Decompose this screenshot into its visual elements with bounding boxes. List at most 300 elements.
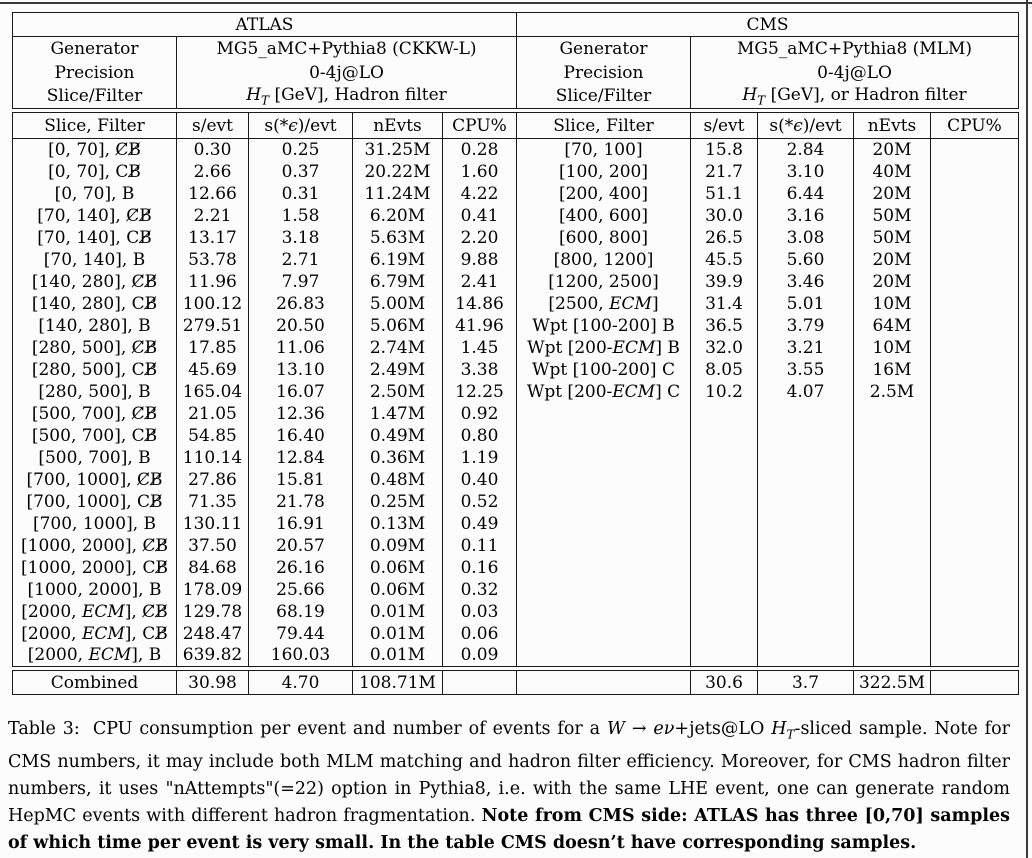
table-cell: 51.1: [691, 183, 758, 205]
cms-slicefilter-value: $H_T$ [GeV], or Hadron filter: [691, 85, 1019, 109]
table-cell: 13.10: [249, 359, 353, 381]
table-cell: [500, 700], CB̸: [31, 425, 158, 446]
table-row: [13, 183, 1019, 205]
table-cell: 16.07: [249, 381, 353, 403]
table-cell: [931, 623, 1019, 645]
table-cell: 0.01M: [353, 601, 443, 623]
table-cell: 0.36M: [353, 447, 443, 469]
table-cell: [758, 491, 854, 513]
table-cell: [931, 205, 1019, 227]
caption-label: Table 3:: [8, 719, 80, 739]
table-cell: 2.84: [758, 139, 854, 161]
table-cell: 6.19M: [353, 249, 443, 271]
table-cell: [1200, 2500]: [517, 271, 691, 293]
table-cell: 40M: [854, 161, 931, 183]
table-row: [13, 161, 1019, 183]
table-cell: 0.01M: [353, 623, 443, 645]
table-cell: Wpt [100-200] C: [517, 359, 691, 381]
table-cell: 25.66: [249, 579, 353, 601]
table-cell: 53.78: [177, 249, 249, 271]
table-cell: 20M: [854, 183, 931, 205]
table-cell: 21.05: [177, 403, 249, 425]
table-cell: 39.9: [691, 271, 758, 293]
table-cell: 13.17: [177, 227, 249, 249]
table-row: [13, 139, 1019, 161]
atlas-col-nevts: nEvts: [353, 113, 443, 139]
table-cell: [70, 140], CB̸: [37, 227, 152, 248]
table-cell: [854, 469, 931, 491]
table-cell: 20M: [854, 139, 931, 161]
table-cell: [758, 425, 854, 447]
table-cell: [2000, ECM], CB̸: [21, 623, 168, 644]
table-cell: 0.32: [443, 579, 517, 601]
cms-combined-nevts: 322.5M: [854, 671, 931, 695]
table-row: [13, 425, 1019, 447]
table-cell: [758, 513, 854, 535]
table-cell: [931, 579, 1019, 601]
table-cell: [758, 601, 854, 623]
table-cell: 11.96: [177, 271, 249, 293]
table-cell: 6.44: [758, 183, 854, 205]
table-cell: 129.78: [177, 601, 249, 623]
table-cell: 20.50: [249, 315, 353, 337]
table-cell: [931, 403, 1019, 425]
table-cell: 5.63M: [353, 227, 443, 249]
table-cell: [200, 400]: [517, 183, 691, 205]
table-cell: 0.28: [443, 139, 517, 161]
table-cell: 45.69: [177, 359, 249, 381]
table-cell: 165.04: [177, 381, 249, 403]
table-cell: 2.20: [443, 227, 517, 249]
table-cell: [931, 557, 1019, 579]
table-cell: [800, 1200]: [517, 249, 691, 271]
data-rows: [13, 139, 1019, 667]
table-cell: 100.12: [177, 293, 249, 315]
atlas-combined-cpu: [443, 671, 517, 695]
table-cell: [140, 280], CB̸: [31, 293, 158, 314]
table-cell: 36.5: [691, 315, 758, 337]
table-cell: [931, 271, 1019, 293]
table-cell: 1.60: [443, 161, 517, 183]
table-cell: [140, 280], B: [38, 315, 151, 336]
table-cell: 2.41: [443, 271, 517, 293]
data-table: [12, 112, 1019, 667]
table-cell: 21.78: [249, 491, 353, 513]
table-cell: 0.16: [443, 557, 517, 579]
table-cell: [931, 601, 1019, 623]
table-cell: 12.25: [443, 381, 517, 403]
table-cell: [691, 491, 758, 513]
atlas-slicefilter-value: $H_T$ [GeV], Hadron filter: [177, 85, 517, 109]
table-cell: 50M: [854, 205, 931, 227]
table-row: [13, 645, 1019, 667]
table-cell: [700, 1000], CB̸: [26, 491, 163, 512]
table-row: [13, 205, 1019, 227]
table-cell: [700, 1000], B: [32, 513, 157, 534]
table-cell: 5.01: [758, 293, 854, 315]
table-cell: 32.0: [691, 337, 758, 359]
table-cell: 0.25: [249, 139, 353, 161]
table-cell: 45.5: [691, 249, 758, 271]
table-cell: [1000, 2000], C̸B̸: [21, 535, 168, 556]
table-cell: [931, 359, 1019, 381]
header-table: [12, 12, 1019, 109]
table-cell: [931, 645, 1019, 667]
table-cell: [517, 425, 691, 447]
table-row: [13, 469, 1019, 491]
cms-generator-value: MG5_aMC+Pythia8 (MLM): [691, 37, 1019, 61]
table-row: [13, 557, 1019, 579]
table-cell: 1.45: [443, 337, 517, 359]
table-cell: [517, 403, 691, 425]
table-row: [13, 315, 1019, 337]
table-cell: [100, 200]: [517, 161, 691, 183]
table-cell: [280, 500], CB̸: [31, 359, 158, 380]
table-row: [13, 447, 1019, 469]
table-cell: 0.03: [443, 601, 517, 623]
table-row: [13, 293, 1019, 315]
table-cell: 6.79M: [353, 271, 443, 293]
experiment-title-row: [13, 13, 1019, 37]
table-cell: [70, 140], C̸B̸: [37, 205, 152, 226]
atlas-combined-label: Combined: [50, 672, 139, 693]
table-cell: [517, 557, 691, 579]
table-cell: [1000, 2000], B: [27, 579, 162, 600]
atlas-precision-value: 0-4j@LO: [177, 61, 517, 85]
table-row: [13, 535, 1019, 557]
generator-row: [13, 37, 1019, 61]
table-row: [13, 227, 1019, 249]
table-cell: [931, 447, 1019, 469]
table-cell: [854, 557, 931, 579]
table-cell: 178.09: [177, 579, 249, 601]
atlas-combined-s-eps-evt: 4.70: [249, 671, 353, 695]
table-cell: 20.22M: [353, 161, 443, 183]
table-cell: [691, 403, 758, 425]
table-cell: 2.50M: [353, 381, 443, 403]
table-cell: 279.51: [177, 315, 249, 337]
table-cell: 0.31: [249, 183, 353, 205]
table-cell: 12.66: [177, 183, 249, 205]
table-cell: 20M: [854, 271, 931, 293]
table-cell: [400, 600]: [517, 205, 691, 227]
table-cell: [854, 403, 931, 425]
cms-col-cpu: CPU%: [931, 113, 1019, 139]
table-cell: 130.11: [177, 513, 249, 535]
atlas-combined-s-evt: 30.98: [177, 671, 249, 695]
table-cell: [854, 601, 931, 623]
table-cell: [931, 513, 1019, 535]
cms-col-slice-filter: Slice, Filter: [517, 113, 691, 139]
table-cell: 248.47: [177, 623, 249, 645]
table-cell: 0.40: [443, 469, 517, 491]
table-cell: 54.85: [177, 425, 249, 447]
cms-slicefilter-label: Slice/Filter: [517, 85, 691, 109]
table-cell: 17.85: [177, 337, 249, 359]
atlas-col-slice-filter: Slice, Filter: [13, 113, 177, 139]
table-row: [13, 601, 1019, 623]
table-cell: 16M: [854, 359, 931, 381]
table-cell: [931, 139, 1019, 161]
table-cell: 30.0: [691, 205, 758, 227]
table-cell: 110.14: [177, 447, 249, 469]
table-cell: 3.38: [443, 359, 517, 381]
table-cell: 27.86: [177, 469, 249, 491]
page-right-edge-line: [1026, 0, 1028, 858]
table-cell: 11.06: [249, 337, 353, 359]
table-cell: 0.52: [443, 491, 517, 513]
table-cell: [854, 425, 931, 447]
cms-combined-label: [517, 671, 691, 695]
table-cell: [931, 161, 1019, 183]
table-cell: [758, 403, 854, 425]
cms-combined-s-evt: 30.6: [691, 671, 758, 695]
table-cell: [758, 645, 854, 667]
table-cell: [931, 183, 1019, 205]
table-cell: 12.84: [249, 447, 353, 469]
table-cell: 0.01M: [353, 645, 443, 667]
table-cell: [700, 1000], C̸B̸: [26, 469, 163, 490]
table-cell: [758, 447, 854, 469]
atlas-combined-nevts: 108.71M: [353, 671, 443, 695]
table-cell: [691, 601, 758, 623]
table-cell: [517, 535, 691, 557]
table-cell: Wpt [200-ECM] C: [517, 381, 691, 403]
table-cell: 0.30: [177, 139, 249, 161]
table-cell: 4.22: [443, 183, 517, 205]
table-cell: [758, 579, 854, 601]
combined-row: [13, 671, 1019, 695]
table-cell: [931, 425, 1019, 447]
table-cell: 639.82: [177, 645, 249, 667]
atlas-precision-label: Precision: [54, 62, 135, 83]
table-cell: 3.16: [758, 205, 854, 227]
table-row: [13, 403, 1019, 425]
table-cell: [931, 535, 1019, 557]
combined-table: [12, 670, 1019, 695]
precision-row: [13, 61, 1019, 85]
table-cell: 16.91: [249, 513, 353, 535]
table-cell: [691, 469, 758, 491]
table-cell: 12.36: [249, 403, 353, 425]
table-cell: 41.96: [443, 315, 517, 337]
table-cell: 68.19: [249, 601, 353, 623]
table-cell: 79.44: [249, 623, 353, 645]
table-cell: [931, 469, 1019, 491]
table-cell: [758, 535, 854, 557]
table-cell: 0.48M: [353, 469, 443, 491]
table-cell: 31.25M: [353, 139, 443, 161]
table-cell: [70, 100]: [517, 139, 691, 161]
table-cell: 0.09: [443, 645, 517, 667]
table-cell: 21.7: [691, 161, 758, 183]
table-cell: 0.25M: [353, 491, 443, 513]
table-cell: 0.09M: [353, 535, 443, 557]
cms-precision-value: 0-4j@LO: [691, 61, 1019, 85]
table-cell: [140, 280], C̸B̸: [31, 271, 158, 292]
table-cell: [0, 70], CB̸: [48, 161, 141, 182]
table-cell: [931, 315, 1019, 337]
column-header-row: [13, 113, 1019, 139]
table-cell: 7.97: [249, 271, 353, 293]
table-cell: [500, 700], B: [38, 447, 151, 468]
table-cell: 0.06M: [353, 579, 443, 601]
table-cell: 8.05: [691, 359, 758, 381]
atlas-generator-value: MG5_aMC+Pythia8 (CKKW-L): [177, 37, 517, 61]
cms-col-s-eps-evt: s(*ϵ)/evt: [758, 113, 854, 139]
table-cell: [691, 623, 758, 645]
table-cell: 71.35: [177, 491, 249, 513]
atlas-col-s-eps-evt: s(*ϵ)/evt: [249, 113, 353, 139]
caption: [8, 716, 1010, 857]
table-cell: 84.68: [177, 557, 249, 579]
table-cell: [1000, 2000], CB̸: [21, 557, 168, 578]
cms-col-s-evt: s/evt: [691, 113, 758, 139]
table-row: [13, 623, 1019, 645]
table-cell: 2.66: [177, 161, 249, 183]
table-cell: [280, 500], C̸B̸: [31, 337, 158, 358]
table-cell: [854, 491, 931, 513]
table-cell: [854, 535, 931, 557]
table-cell: 6.20M: [353, 205, 443, 227]
table-cell: 0.49M: [353, 425, 443, 447]
table-cell: [2500, ECM]: [517, 293, 691, 315]
table-cell: 0.13M: [353, 513, 443, 535]
caption-text: CPU consumption per event and number of events for a W → eν+jets@LO $H_T$-sliced sample. Note for CMS numbers, it may include both MLM matching and hadron filter efficiency. Moreover, for CMS hadron filter numbers, it uses "nAttempts"(=22) option in Pythia8, i.e. with the same LHE event, one can generate random HepMC events with different hadron fragmentation.: [8, 719, 1010, 826]
table-cell: 2.49M: [353, 359, 443, 381]
table-cell: [0, 70], C̸B̸: [48, 139, 141, 160]
table-cell: [691, 579, 758, 601]
table-cell: [517, 447, 691, 469]
cms-col-nevts: nEvts: [854, 113, 931, 139]
table-cell: [517, 601, 691, 623]
table-cell: 0.49: [443, 513, 517, 535]
table-cell: [931, 337, 1019, 359]
table-row: [13, 337, 1019, 359]
table-cell: [758, 557, 854, 579]
table-row: [13, 359, 1019, 381]
table-cell: 50M: [854, 227, 931, 249]
table-cell: 31.4: [691, 293, 758, 315]
table-cell: 26.83: [249, 293, 353, 315]
table-cell: 1.19: [443, 447, 517, 469]
table-cell: [931, 227, 1019, 249]
table-row: [13, 249, 1019, 271]
table-cell: 3.18: [249, 227, 353, 249]
table-cell: [691, 535, 758, 557]
table-cell: [758, 623, 854, 645]
table-cell: 2.5M: [854, 381, 931, 403]
results-table: [12, 12, 1018, 695]
table-cell: 16.40: [249, 425, 353, 447]
table-cell: 160.03: [249, 645, 353, 667]
table-cell: [517, 579, 691, 601]
table-cell: 10.2: [691, 381, 758, 403]
table-cell: 0.06: [443, 623, 517, 645]
table-cell: [500, 700], C̸B̸: [31, 403, 158, 424]
cms-precision-label: Precision: [517, 61, 691, 85]
table-cell: 20.57: [249, 535, 353, 557]
table-cell: 0.92: [443, 403, 517, 425]
slice-filter-row: [13, 85, 1019, 109]
table-cell: [854, 579, 931, 601]
table-cell: 3.21: [758, 337, 854, 359]
table-cell: 0.80: [443, 425, 517, 447]
table-cell: 1.58: [249, 205, 353, 227]
table-cell: 20M: [854, 249, 931, 271]
table-cell: 0.06M: [353, 557, 443, 579]
page-top-edge-line: [0, 2, 1032, 4]
table-row: [13, 579, 1019, 601]
table-cell: 11.24M: [353, 183, 443, 205]
table-cell: [931, 491, 1019, 513]
table-cell: [854, 447, 931, 469]
table-cell: [854, 623, 931, 645]
table-cell: [931, 381, 1019, 403]
table-cell: 2.74M: [353, 337, 443, 359]
table-cell: [691, 425, 758, 447]
table-cell: [854, 645, 931, 667]
caption-note-bold: Note from CMS side: ATLAS has three [0,70] samples of which time per event is very small. In the table CMS doesn’t have corresponding samples.: [8, 805, 1010, 853]
table-cell: 3.79: [758, 315, 854, 337]
table-cell: 3.08: [758, 227, 854, 249]
table-cell: 15.8: [691, 139, 758, 161]
table-cell: [600, 800]: [517, 227, 691, 249]
table-cell: 5.60: [758, 249, 854, 271]
atlas-col-s-evt: s/evt: [177, 113, 249, 139]
cms-generator-label: Generator: [517, 37, 691, 61]
table-cell: [70, 140], B: [43, 249, 146, 270]
table-cell: [931, 293, 1019, 315]
table-cell: [854, 513, 931, 535]
table-row: [13, 381, 1019, 403]
cms-combined-cpu: [931, 671, 1019, 695]
table-cell: 10M: [854, 337, 931, 359]
table-cell: 64M: [854, 315, 931, 337]
table-cell: [691, 645, 758, 667]
cms-title: CMS: [517, 13, 1019, 37]
table-cell: 26.5: [691, 227, 758, 249]
table-cell: 2.21: [177, 205, 249, 227]
table-cell: [931, 249, 1019, 271]
table-cell: 15.81: [249, 469, 353, 491]
table-row: [13, 491, 1019, 513]
table-cell: 0.11: [443, 535, 517, 557]
table-cell: [2000, ECM], B: [27, 645, 162, 666]
table-cell: 3.55: [758, 359, 854, 381]
table-cell: 1.47M: [353, 403, 443, 425]
table-row: [13, 271, 1019, 293]
atlas-generator-label: Generator: [50, 38, 139, 59]
table-cell: Wpt [200-ECM] B: [517, 337, 691, 359]
table-cell: 10M: [854, 293, 931, 315]
table-cell: 5.00M: [353, 293, 443, 315]
table-cell: 0.41: [443, 205, 517, 227]
table-cell: [517, 491, 691, 513]
table-cell: [0, 70], B: [54, 183, 135, 204]
table-cell: 14.86: [443, 293, 517, 315]
table-cell: [517, 513, 691, 535]
table-cell: [691, 557, 758, 579]
table-cell: 9.88: [443, 249, 517, 271]
table-cell: [758, 469, 854, 491]
table-cell: [517, 645, 691, 667]
table-cell: [691, 447, 758, 469]
table-cell: 37.50: [177, 535, 249, 557]
table-cell: 3.10: [758, 161, 854, 183]
table-cell: [517, 469, 691, 491]
table-cell: 5.06M: [353, 315, 443, 337]
